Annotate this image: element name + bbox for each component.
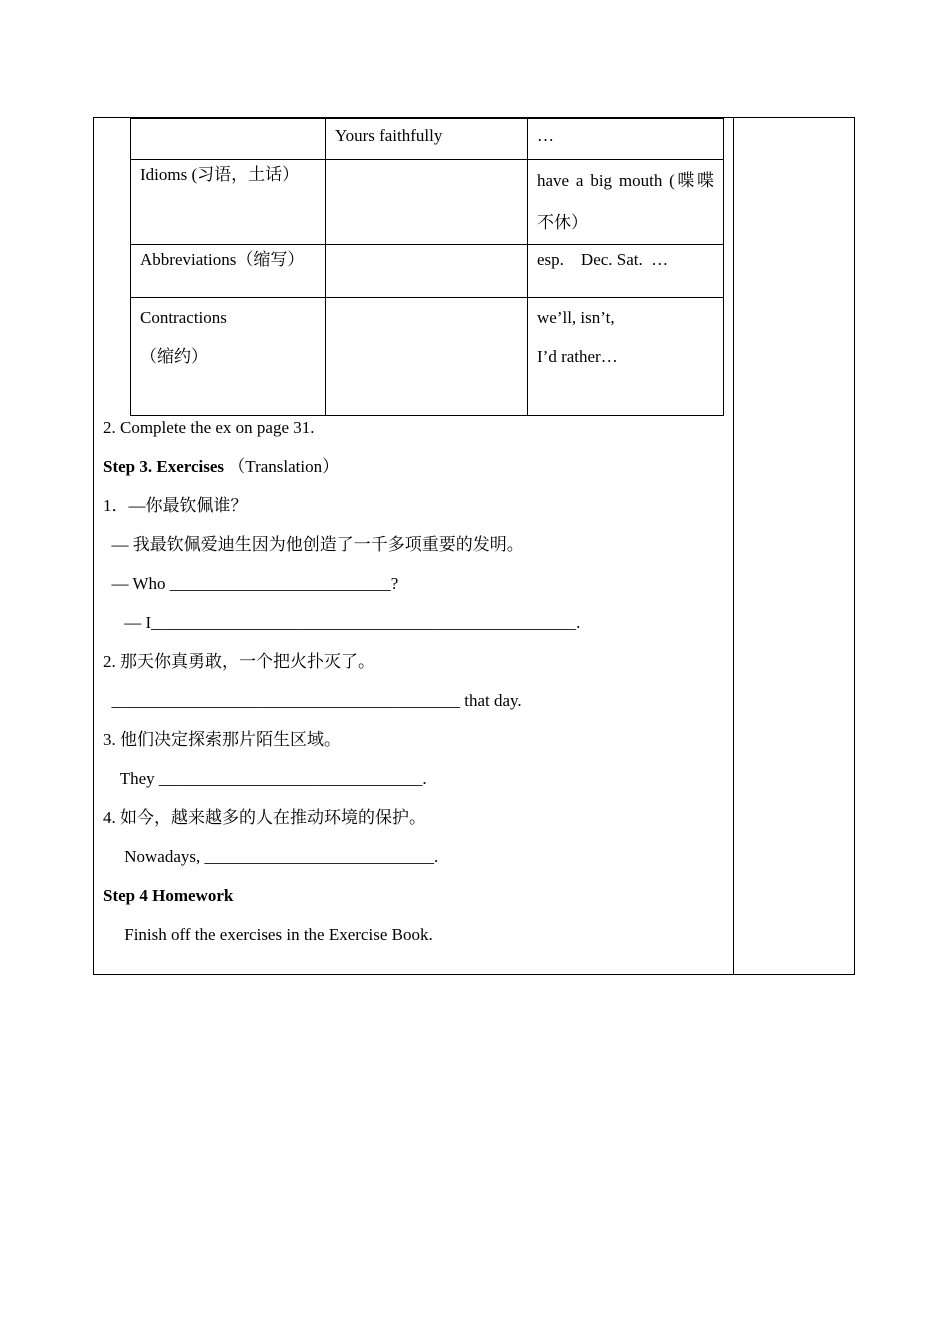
question-1-answer-cn: — 我最钦佩爱迪生因为他创造了一千多项重要的发明。	[103, 535, 524, 554]
question-1: 1．—你最钦佩谁？	[103, 496, 248, 515]
question-3: 3. 他们决定探索那片陌生区域。	[103, 730, 341, 749]
table-cell	[326, 160, 528, 245]
table-cell	[326, 245, 528, 298]
step3-title: Step 3. Exercises	[103, 457, 225, 476]
table-cell	[528, 119, 724, 160]
vocabulary-table	[130, 118, 724, 416]
table-cell	[131, 119, 326, 160]
cell-text: Yours faithfully	[335, 126, 443, 145]
table-row	[131, 245, 724, 298]
question-3-blank: They _______________________________.	[103, 769, 427, 788]
table-row	[131, 119, 724, 160]
table-cell	[326, 298, 528, 416]
cell-text: we’ll, isn’t, I’d rather…	[537, 308, 618, 366]
step3-heading	[103, 457, 339, 477]
cell-text: esp. Dec. Sat. …	[537, 250, 669, 269]
step3-subtitle: （Translation）	[224, 457, 340, 476]
homework-text: Finish off the exercises in the Exercise Book.	[103, 925, 433, 944]
cell-text: have a big mouth (喋喋不休）	[537, 171, 714, 232]
question-2: 2. 那天你真勇敢，一个把火扑灭了。	[103, 652, 375, 671]
instruction-text: 2. Complete the ex on page 31.	[103, 418, 315, 437]
table-row	[131, 160, 724, 245]
question-1-blank-i: — I__________________________________________________.	[103, 613, 581, 632]
table-cell	[131, 245, 326, 298]
question-2-blank: _________________________________________ that day.	[103, 691, 522, 710]
column-divider	[733, 118, 734, 974]
lesson-plan-table	[93, 117, 855, 975]
table-cell	[131, 298, 326, 416]
cell-text: Idioms (习语，土话）	[140, 165, 300, 184]
table-cell	[131, 160, 326, 245]
step4-heading: Step 4 Homework	[103, 886, 234, 905]
cell-text: Abbreviations（缩写）	[140, 250, 305, 269]
question-1-blank-who: — Who __________________________?	[103, 574, 399, 593]
table-cell	[528, 160, 724, 245]
cell-text: …	[537, 126, 554, 145]
table-cell	[326, 119, 528, 160]
question-4: 4. 如今，越来越多的人在推动环境的保护。	[103, 808, 426, 827]
table-cell	[528, 245, 724, 298]
table-row	[131, 298, 724, 416]
table-cell	[528, 298, 724, 416]
cell-text: Contractions （缩约）	[140, 308, 227, 366]
question-4-blank: Nowadays, ___________________________.	[103, 847, 439, 866]
